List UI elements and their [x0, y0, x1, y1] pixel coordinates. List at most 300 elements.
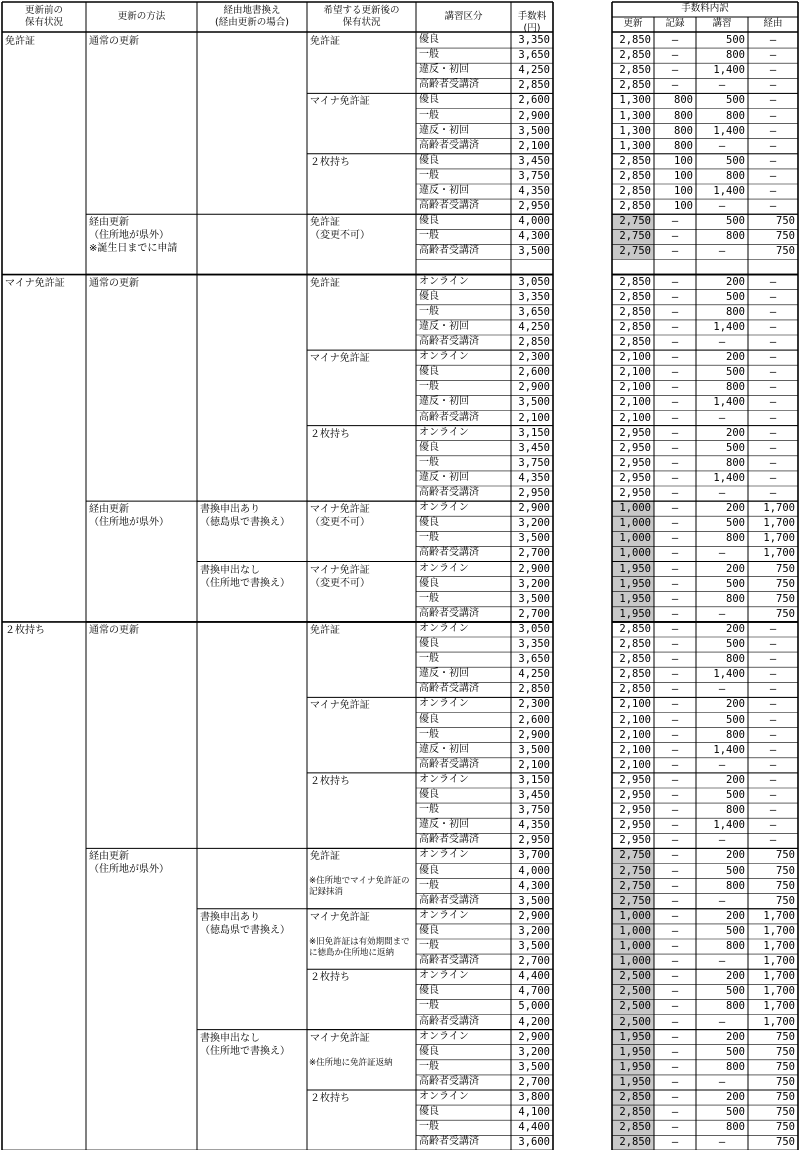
course-fee-cell: 500: [726, 290, 745, 303]
via-transfer-group: 書換申出あり （徳島県で書換え）: [200, 911, 290, 936]
via-fee-cell: 750: [776, 577, 795, 590]
record-fee-cell: —: [671, 683, 679, 696]
fee-cell: 3,500: [518, 940, 550, 952]
via-fee-cell: 1,700: [763, 909, 795, 922]
course-fee-cell: —: [718, 547, 726, 560]
course-class-cell: 違反・初回: [419, 668, 469, 680]
renewal-fee-cell: 2,850: [619, 49, 651, 62]
course-fee-cell: 500: [726, 154, 745, 167]
course-fee-cell: 800: [726, 1121, 745, 1134]
fee-cell: 2,950: [518, 834, 550, 847]
course-fee-cell: —: [718, 683, 726, 696]
course-fee-cell: 500: [726, 864, 745, 877]
renewal-fee-cell: 2,850: [612, 1120, 654, 1135]
via-fee-cell: 750: [776, 230, 795, 243]
renewal-fee-cell: 1,950: [612, 1075, 654, 1090]
course-fee-cell: —: [718, 834, 726, 847]
renewal-fee-cell: 2,850: [619, 305, 651, 318]
course-fee-cell: 200: [726, 426, 745, 439]
course-fee-cell: 1,400: [713, 396, 745, 409]
renewal-fee-cell: 1,000: [612, 939, 654, 954]
prior-status-group: マイナ免許証: [5, 277, 65, 289]
via-fee-cell: 1,700: [763, 940, 795, 952]
record-fee-cell: 100: [674, 154, 693, 167]
desired-status-group: 免許証: [310, 624, 340, 636]
course-class-cell: 高齢者受講済: [419, 547, 479, 559]
fee-cell: 3,350: [518, 34, 550, 46]
record-fee-cell: —: [671, 864, 679, 877]
course-class-cell: 優良: [419, 154, 439, 166]
course-class-cell: 一般: [419, 879, 439, 891]
renewal-fee-cell: 2,850: [619, 154, 651, 167]
fee-cell: 3,500: [518, 245, 550, 258]
via-fee-cell: 750: [776, 592, 795, 605]
course-fee-cell: 200: [726, 1030, 745, 1043]
renewal-fee-cell: 2,100: [619, 351, 651, 364]
via-fee-cell: —: [769, 456, 777, 469]
course-class-cell: 一般: [419, 456, 439, 468]
course-class-cell: オンライン: [419, 849, 469, 861]
fee-cell: 2,300: [518, 698, 550, 711]
fee-cell: 3,150: [518, 773, 550, 786]
course-class-cell: 優良: [419, 215, 439, 227]
course-fee-cell: 800: [726, 109, 745, 122]
renewal-fee-cell: 2,750: [612, 244, 654, 259]
course-class-cell: 優良: [419, 34, 439, 45]
via-transfer-group: 書換申出なし （住所地で書換え）: [200, 1032, 290, 1057]
course-class-cell: 優良: [419, 366, 439, 378]
via-fee-cell: 750: [776, 562, 795, 575]
subheader-via: 経由: [763, 18, 783, 29]
record-fee-cell: —: [671, 1030, 679, 1043]
course-class-cell: オンライン: [419, 1030, 469, 1042]
record-fee-cell: 800: [674, 124, 693, 137]
renewal-fee-cell: 2,850: [619, 336, 651, 348]
record-fee-cell: —: [671, 713, 679, 726]
desired-status-group: ２枚持ち: [310, 428, 350, 440]
record-fee-cell: —: [671, 1121, 679, 1134]
course-class-cell: 一般: [419, 940, 439, 951]
renewal-fee-cell: 2,750: [612, 879, 654, 894]
renewal-fee-cell: 2,500: [612, 999, 654, 1014]
renewal-fee-cell: 2,100: [619, 728, 651, 741]
course-class-cell: 優良: [419, 638, 439, 649]
renewal-fee-cell: 2,100: [619, 698, 651, 711]
course-fee-cell: 500: [726, 34, 745, 46]
record-fee-cell: —: [671, 517, 679, 530]
renewal-fee-cell: 1,000: [612, 924, 654, 939]
renewal-fee-cell: 2,100: [619, 713, 651, 726]
course-fee-cell: 200: [726, 773, 745, 786]
course-class-cell: 違反・初回: [419, 185, 469, 196]
desired-status-group: 免許証 （変更不可）: [310, 217, 370, 242]
via-fee-cell: —: [769, 49, 777, 62]
course-fee-cell: 500: [726, 215, 745, 228]
record-fee-cell: —: [671, 1136, 679, 1149]
course-fee-cell: —: [718, 336, 726, 348]
fee-cell: 3,650: [518, 305, 550, 318]
course-fee-cell: —: [718, 894, 726, 907]
renewal-fee-cell: 2,850: [619, 320, 651, 333]
header-course-class: 講習区分: [444, 11, 483, 22]
renewal-fee-cell: 2,100: [619, 758, 651, 771]
renewal-fee-cell: 1,000: [612, 954, 654, 969]
renewal-fee-cell: 1,950: [612, 1060, 654, 1075]
prior-status-group: 免許証: [5, 36, 35, 47]
via-fee-cell: —: [769, 638, 777, 650]
desired-status-group: マイナ免許証: [310, 353, 370, 365]
renewal-fee-cell: 2,850: [619, 683, 651, 696]
course-class-cell: オンライン: [419, 562, 469, 574]
fee-cell: 3,450: [518, 154, 550, 167]
record-fee-cell: —: [671, 305, 679, 318]
desired-status-group: マイナ免許証 （変更不可）: [310, 564, 370, 589]
record-fee-cell: —: [671, 1106, 679, 1119]
record-fee-cell: —: [671, 773, 679, 786]
record-fee-cell: —: [671, 411, 679, 424]
course-class-cell: 一般: [419, 49, 439, 61]
via-fee-cell: —: [769, 94, 777, 107]
fee-cell: 3,200: [518, 924, 550, 937]
course-class-cell: 一般: [419, 653, 439, 665]
via-transfer-group: 書換申出なし （住所地で書換え）: [200, 564, 290, 589]
fee-cell: 4,350: [518, 185, 550, 197]
record-fee-cell: —: [671, 320, 679, 333]
record-fee-cell: —: [671, 1015, 679, 1028]
record-fee-cell: —: [671, 245, 679, 258]
record-fee-cell: —: [671, 351, 679, 364]
renewal-fee-cell: 2,750: [612, 894, 654, 909]
via-fee-cell: —: [769, 487, 777, 499]
via-fee-cell: 750: [776, 1045, 795, 1058]
record-fee-cell: —: [671, 1045, 679, 1058]
course-class-cell: 違反・初回: [419, 396, 469, 408]
renewal-fee-cell: 2,850: [619, 638, 651, 650]
record-fee-cell: —: [671, 819, 679, 832]
record-fee-cell: —: [671, 471, 679, 484]
course-fee-cell: 800: [726, 653, 745, 666]
via-fee-cell: —: [769, 290, 777, 303]
record-fee-cell: 100: [674, 169, 693, 182]
fee-cell: 2,300: [518, 351, 550, 364]
course-fee-cell: —: [718, 1015, 726, 1028]
renewal-fee-cell: 1,950: [612, 1045, 654, 1060]
renewal-fee-cell: 2,100: [619, 411, 651, 424]
record-fee-cell: —: [671, 924, 679, 937]
desired-status-group: マイナ免許証: [310, 911, 370, 923]
course-fee-cell: —: [718, 758, 726, 771]
fee-cell: 3,700: [518, 849, 550, 862]
via-fee-cell: —: [769, 381, 777, 394]
fee-cell: 3,600: [518, 1136, 550, 1149]
via-fee-cell: 750: [776, 245, 795, 258]
course-class-cell: 一般: [419, 1000, 439, 1012]
course-fee-cell: 800: [726, 230, 745, 243]
course-class-cell: オンライン: [419, 909, 469, 921]
desired-status-group: マイナ免許証: [310, 1032, 370, 1044]
via-fee-cell: 1,700: [763, 924, 795, 937]
fee-cell: 4,400: [518, 1121, 550, 1134]
via-fee-cell: —: [769, 411, 777, 424]
renewal-fee-cell: 1,950: [612, 592, 654, 607]
course-fee-cell: 800: [726, 879, 745, 892]
via-fee-cell: 1,700: [763, 547, 795, 560]
record-fee-cell: —: [671, 64, 679, 77]
fee-cell: 2,100: [518, 758, 550, 771]
course-class-cell: 優良: [419, 290, 439, 302]
renewal-method-group: 経由更新 （住所地が県外） ※誕生日までに申請: [89, 217, 178, 255]
fee-cell: 3,200: [518, 577, 550, 590]
fee-cell: 4,350: [518, 471, 550, 484]
via-fee-cell: —: [769, 64, 777, 77]
course-class-cell: 違反・初回: [419, 471, 469, 483]
header-prior-status: 更新前の 保有状況: [24, 5, 63, 28]
renewal-fee-cell: 2,850: [619, 169, 651, 182]
renewal-fee-cell: 1,950: [612, 1030, 654, 1045]
via-fee-cell: 1,700: [763, 532, 795, 545]
record-fee-cell: —: [671, 970, 679, 983]
course-class-cell: 優良: [419, 789, 439, 800]
renewal-fee-cell: 1,300: [619, 124, 651, 137]
via-fee-cell: 1,700: [763, 502, 795, 515]
renewal-fee-cell: 1,300: [619, 109, 651, 122]
via-fee-cell: —: [769, 653, 777, 666]
course-fee-cell: 200: [726, 622, 745, 635]
record-fee-cell: —: [671, 743, 679, 756]
renewal-fee-cell: 1,300: [619, 139, 651, 152]
renewal-fee-cell: 2,750: [612, 214, 654, 229]
record-fee-cell: —: [671, 426, 679, 439]
course-fee-cell: 500: [726, 366, 745, 379]
course-class-cell: 優良: [419, 985, 439, 997]
renewal-fee-cell: 1,000: [612, 531, 654, 546]
via-fee-cell: —: [769, 320, 777, 333]
course-class-cell: 高齢者受講済: [419, 758, 479, 770]
via-fee-cell: —: [769, 819, 777, 832]
fee-cell: 4,100: [518, 1106, 550, 1119]
fee-cell: 4,250: [518, 668, 550, 681]
course-fee-cell: 200: [726, 698, 745, 711]
course-class-cell: 一般: [419, 804, 439, 816]
course-class-cell: 一般: [419, 532, 439, 544]
course-class-cell: 一般: [419, 728, 439, 740]
fee-cell: 3,800: [518, 1091, 550, 1103]
course-class-cell: 高齢者受講済: [419, 200, 479, 212]
via-fee-cell: —: [769, 668, 777, 681]
course-fee-cell: 800: [726, 592, 745, 605]
via-fee-cell: —: [769, 124, 777, 137]
course-fee-cell: 800: [726, 381, 745, 394]
fee-cell: 3,200: [518, 517, 550, 530]
course-fee-cell: 500: [726, 1045, 745, 1058]
renewal-fee-cell: 2,100: [619, 743, 651, 756]
course-fee-cell: —: [718, 1136, 726, 1149]
fee-cell: 2,850: [518, 79, 550, 92]
desired-status-group: マイナ免許証: [310, 96, 370, 108]
fee-cell: 2,900: [518, 109, 550, 122]
record-fee-cell: —: [671, 622, 679, 635]
course-class-cell: 優良: [419, 924, 439, 936]
renewal-fee-cell: 2,950: [619, 819, 651, 832]
course-fee-cell: —: [718, 79, 726, 92]
renewal-fee-cell: 1,000: [612, 516, 654, 531]
via-fee-cell: —: [769, 336, 777, 348]
course-class-cell: 優良: [419, 517, 439, 529]
course-fee-cell: —: [718, 411, 726, 424]
via-fee-cell: —: [769, 79, 777, 92]
renewal-fee-cell: 2,950: [619, 834, 651, 847]
course-class-cell: 高齢者受講済: [419, 955, 479, 967]
fee-cell: 3,500: [518, 894, 550, 907]
renewal-fee-cell: 1,000: [612, 546, 654, 561]
course-class-cell: 一般: [419, 381, 439, 393]
via-fee-cell: 1,700: [763, 955, 795, 968]
course-class-cell: 高齢者受講済: [419, 894, 479, 906]
course-fee-cell: 200: [726, 849, 745, 862]
via-fee-cell: 750: [776, 1030, 795, 1043]
renewal-fee-cell: 2,950: [619, 773, 651, 786]
via-fee-cell: 1,700: [763, 970, 795, 983]
subheader-course: 講習: [712, 18, 732, 29]
fee-cell: 2,950: [518, 200, 550, 213]
record-fee-cell: —: [671, 396, 679, 409]
record-fee-cell: —: [671, 487, 679, 499]
fee-cell: 4,350: [518, 819, 550, 832]
renewal-method-group: 通常の更新: [89, 624, 139, 636]
record-fee-cell: —: [671, 381, 679, 394]
course-class-cell: オンライン: [419, 502, 469, 514]
fee-cell: 2,700: [518, 955, 550, 968]
record-fee-cell: —: [671, 1060, 679, 1073]
via-fee-cell: —: [769, 366, 777, 379]
via-fee-cell: —: [769, 834, 777, 847]
course-class-cell: 違反・初回: [419, 320, 469, 332]
renewal-fee-cell: 2,750: [612, 229, 654, 244]
course-fee-cell: 1,400: [713, 320, 745, 333]
course-class-cell: 一般: [419, 1060, 439, 1072]
course-fee-cell: 500: [726, 1106, 745, 1119]
course-class-cell: オンライン: [419, 970, 469, 982]
fee-cell: 3,750: [518, 169, 550, 182]
course-fee-cell: 500: [726, 517, 745, 530]
fee-cell: 3,650: [518, 653, 550, 666]
fee-cell: 4,200: [518, 1015, 550, 1028]
course-fee-cell: 800: [726, 804, 745, 817]
record-fee-cell: —: [671, 456, 679, 469]
via-fee-cell: —: [769, 275, 777, 288]
via-fee-cell: 1,700: [763, 1000, 795, 1013]
renewal-fee-cell: 2,100: [619, 366, 651, 379]
fee-cell: 3,450: [518, 441, 550, 454]
record-fee-cell: —: [671, 215, 679, 228]
course-fee-cell: —: [718, 955, 726, 968]
renewal-fee-cell: 1,950: [612, 562, 654, 577]
course-class-cell: 一般: [419, 305, 439, 317]
desired-status-note: ※旧免許証は有効期間までに徳島か住所地に返納: [309, 936, 410, 958]
renewal-fee-cell: 1,000: [612, 909, 654, 924]
via-fee-cell: —: [769, 169, 777, 182]
renewal-fee-cell: 1,000: [612, 501, 654, 516]
renewal-fee-cell: 2,850: [619, 622, 651, 635]
via-fee-cell: —: [769, 698, 777, 711]
course-fee-cell: 1,400: [713, 64, 745, 77]
renewal-fee-cell: 2,500: [612, 969, 654, 984]
course-class-cell: 優良: [419, 94, 439, 106]
course-fee-cell: —: [718, 1075, 726, 1088]
course-fee-cell: —: [718, 607, 726, 620]
desired-status-group: ２枚持ち: [310, 972, 350, 984]
course-fee-cell: 800: [726, 305, 745, 318]
fee-cell: 2,700: [518, 607, 550, 620]
desired-status-group: ２枚持ち: [310, 775, 350, 787]
desired-status-group: マイナ免許証 （変更不可）: [310, 504, 370, 529]
via-fee-cell: —: [769, 471, 777, 484]
record-fee-cell: —: [671, 789, 679, 801]
renewal-fee-cell: 2,850: [619, 200, 651, 213]
fee-cell: 2,600: [518, 366, 550, 379]
record-fee-cell: 800: [674, 109, 693, 122]
via-fee-cell: 750: [776, 864, 795, 877]
renewal-fee-cell: 2,850: [619, 668, 651, 681]
renewal-fee-cell: 2,850: [619, 79, 651, 92]
fee-cell: 5,000: [518, 1000, 550, 1013]
via-fee-cell: —: [769, 305, 777, 318]
renewal-fee-cell: 2,100: [619, 381, 651, 394]
subheader-record: 記録: [665, 18, 685, 29]
via-fee-cell: —: [769, 773, 777, 786]
fee-cell: 4,400: [518, 970, 550, 983]
renewal-fee-cell: 1,950: [612, 607, 654, 622]
desired-status-group: 免許証: [310, 36, 340, 47]
renewal-fee-cell: 2,950: [619, 789, 651, 801]
fee-cell: 4,000: [518, 215, 550, 228]
course-fee-cell: 200: [726, 1091, 745, 1103]
fee-cell: 3,200: [518, 1045, 550, 1058]
via-fee-cell: 750: [776, 879, 795, 892]
course-class-cell: オンライン: [419, 622, 469, 634]
via-fee-cell: 750: [776, 607, 795, 620]
course-fee-cell: 1,400: [713, 743, 745, 756]
course-class-cell: 違反・初回: [419, 819, 469, 831]
course-class-cell: オンライン: [419, 698, 469, 710]
record-fee-cell: —: [671, 955, 679, 968]
fee-cell: 3,650: [518, 49, 550, 62]
course-class-cell: 違反・初回: [419, 743, 469, 755]
via-fee-cell: 750: [776, 215, 795, 228]
renewal-fee-cell: 2,850: [619, 275, 651, 288]
course-class-cell: オンライン: [419, 773, 469, 785]
course-fee-cell: 500: [726, 924, 745, 937]
course-fee-cell: 800: [726, 1060, 745, 1073]
renewal-fee-cell: 2,750: [612, 864, 654, 879]
via-fee-cell: —: [769, 200, 777, 213]
course-class-cell: 優良: [419, 1106, 439, 1118]
course-fee-cell: 500: [726, 789, 745, 801]
via-fee-cell: —: [769, 804, 777, 817]
record-fee-cell: —: [671, 592, 679, 605]
course-class-cell: 一般: [419, 230, 439, 242]
header-fee: 手数料(円): [517, 11, 547, 34]
course-fee-cell: 500: [726, 713, 745, 726]
course-class-cell: 高齢者受講済: [419, 1136, 479, 1148]
course-class-cell: 優良: [419, 713, 439, 725]
course-fee-cell: 800: [726, 532, 745, 545]
fee-cell: 2,900: [518, 728, 550, 741]
fee-cell: 4,300: [518, 230, 550, 243]
course-fee-cell: 800: [726, 728, 745, 741]
record-fee-cell: 800: [674, 139, 693, 152]
renewal-fee-cell: 2,950: [619, 471, 651, 484]
